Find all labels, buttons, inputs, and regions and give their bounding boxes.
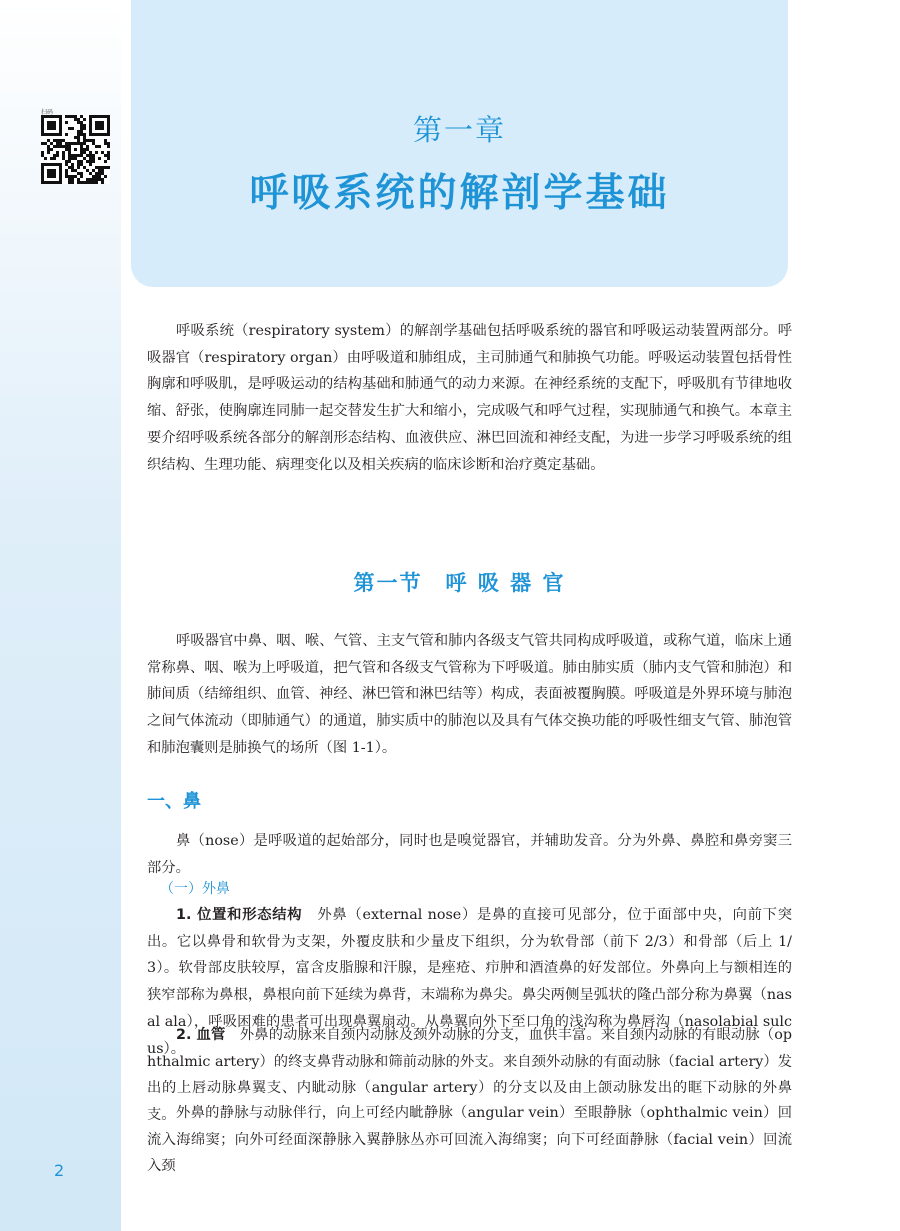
chapter-label: 第一章 (412, 113, 506, 147)
section-paragraph: 呼吸器官中鼻、咽、喉、气管、主支气管和肺内各级支气管共同构成呼吸道，或称气道，临床上通常称鼻、咽、喉为上呼吸道，把气管和各级支气管称为下呼吸道。肺由肺实质（肺内支气管和肺泡）和肺间质（结缔组织、血管、神经、淋巴管和淋巴结等）构成，表面被覆胸膜。呼吸道是外界环境与肺泡之间气体流动（即肺通气）的通道，肺实质中的肺泡以及具有气体交换功能的呼吸性细支气管、肺泡管和肺泡囊则是肺换气的场所（图 1-1）。 (147, 633, 792, 756)
subheading-external-nose: （一）外鼻 (160, 881, 230, 897)
qr-code[interactable] (41, 109, 110, 185)
page-number: 2 (54, 1161, 65, 1180)
item2-label: 2. 血管 (176, 1027, 226, 1043)
intro-paragraph: 呼吸系统（respiratory system）的解剖学基础包括呼吸系统的器官和呼吸运动装置两部分。呼吸器官（respiratory organ）由呼吸道和肺组成，主司肺通气和肺换气功能。呼吸运动装置包括骨性胸廓和呼吸肌，是呼吸运动的结构基础和肺通气的动力来源。在神经系统的支配下，呼吸肌有节律地收缩、舒张，使胸廓连同肺一起交替发生扩大和缩小，完成吸气和呼气过程，实现肺通气和换气。本章主要介绍呼吸系统各部分的解剖形态结构、血液供应、淋巴回流和神经支配，为进一步学习呼吸系统的组织结构、生理功能、病理变化以及相关疾病的临床诊断和治疗奠定基础。 (147, 323, 792, 473)
heading-nose: 一、鼻 (147, 791, 201, 812)
qr-tag: 扫码 (41, 109, 54, 116)
paragraph-veins: 外鼻的静脉与动脉伴行，向上可经内眦静脉（angular vein）至眼静脉（ophthalmic vein）回流入海绵窦；向外可经面深静脉入翼静脉丛亦可回流入海绵窦；向下可经面静脉（facial vein）回流入颈 (147, 1105, 792, 1175)
chapter-header (131, 0, 788, 287)
item1-label: 1. 位置和形态结构 (176, 907, 303, 923)
item2-text: 外鼻的动脉来自颈内动脉及颈外动脉的分支，血供丰富。来自颈内动脉的有眼动脉（ophthalmic artery）的终支鼻背动脉和筛前动脉的外支。来自颈外动脉的有面动脉（facial artery）发出的上唇动脉鼻翼支、内眦动脉（angular artery）的分支以及由上颌动脉发出的眶下动脉的外鼻支。 (147, 1027, 792, 1124)
item1-text: 外鼻（external nose）是鼻的直接可见部分，位于面部中央，向前下突出。它以鼻骨和软骨为支架，外覆皮肤和少量皮下组织，分为软骨部（前下 2/3）和骨部（后上 1/3）。软骨部皮肤较厚，富含皮脂腺和汗腺，是痤疮、疖肿和酒渣鼻的好发部位。外鼻向上与额相连的狭窄部称为鼻根，鼻根向前下延续为鼻背，末端称为鼻尖。鼻尖两侧呈弧状的隆凸部分称为鼻翼（nasal ala），呼吸困难的患者可出现鼻翼扇动。从鼻翼向外下至口角的浅沟称为鼻唇沟（nasolabial sulcus）。 (147, 907, 792, 1057)
qr-code-icon (41, 114, 110, 185)
section-title: 第一节 呼 吸 器 官 (353, 571, 566, 595)
nose-intro-paragraph: 鼻（nose）是呼吸道的起始部分，同时也是嗅觉器官，并辅助发音。分为外鼻、鼻腔和鼻旁窦三部分。 (147, 833, 792, 876)
chapter-title: 呼吸系统的解剖学基础 (249, 171, 670, 216)
